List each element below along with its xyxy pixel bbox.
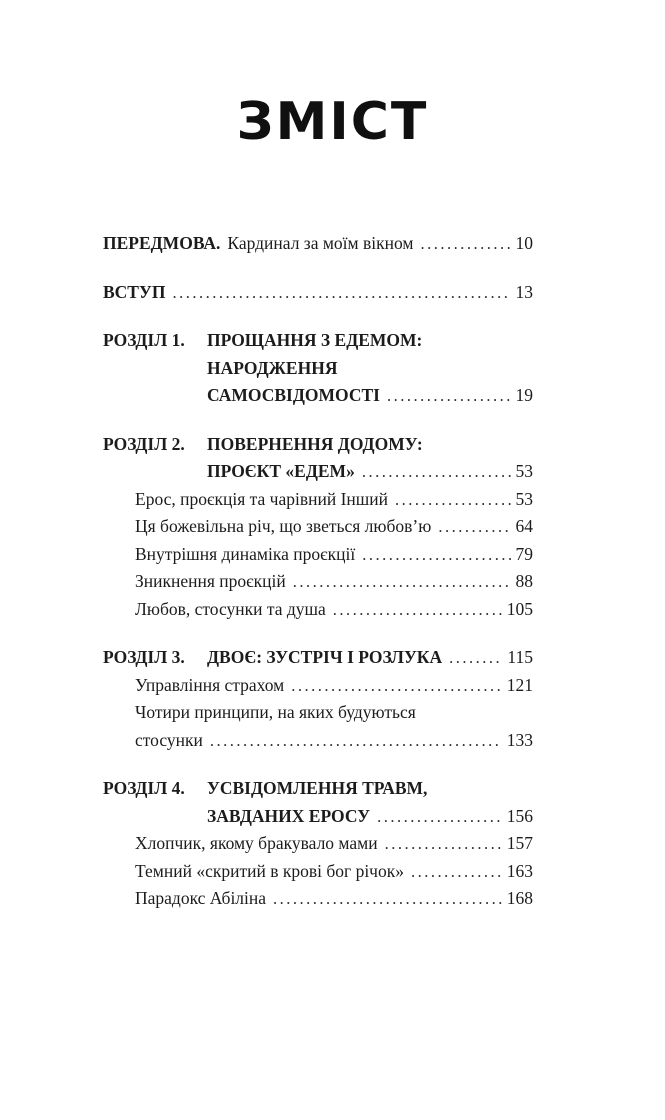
toc-subentry-continuation	[103, 727, 533, 755]
toc-subentry	[103, 672, 533, 700]
toc-line	[103, 230, 533, 258]
dot-leader	[411, 858, 502, 886]
entry-text: Внутрішня динаміка проєкції	[135, 543, 356, 564]
entry-text: Хлопчик, якому бракувало мами	[135, 833, 378, 853]
toc-line	[103, 327, 533, 355]
toc-entry-preface	[103, 230, 533, 258]
entry-title-line: НАРОДЖЕННЯ	[207, 357, 338, 378]
page-number: 156	[506, 805, 533, 826]
entry-text: Управління страхом	[135, 674, 285, 695]
entry-text: Темний «скритий в крові бог річок»	[135, 860, 404, 881]
dot-leader	[291, 672, 502, 700]
dot-leader	[420, 230, 510, 258]
entry-text: Ерос, проєкція та чарівний Інший	[135, 488, 388, 509]
page-number: 13	[515, 281, 533, 302]
toc-subentry	[103, 486, 533, 514]
entry-title-line: УСВІДОМЛЕННЯ ТРАВМ,	[207, 778, 428, 798]
toc-entry-chapter-3	[103, 644, 533, 754]
entry-title-line: ПОВЕРНЕННЯ ДОДОМУ:	[207, 433, 423, 454]
toc-subentry	[103, 513, 533, 541]
toc-subentry	[103, 541, 533, 569]
toc-subentry	[103, 568, 533, 596]
dot-leader	[438, 513, 510, 541]
entry-label: ВСТУП	[103, 281, 166, 302]
toc-entry-introduction	[103, 279, 533, 307]
dot-leader	[385, 830, 502, 858]
entry-title-line: ПРОЩАННЯ З ЕДЕМОМ:	[207, 330, 423, 350]
entry-text: стосунки	[135, 729, 203, 750]
toc-line	[103, 803, 533, 831]
toc-line	[103, 355, 533, 383]
page-number: 10	[515, 233, 533, 253]
page-title: ЗМІСТ	[236, 92, 429, 152]
toc-subentry	[103, 858, 533, 886]
entry-label: РОЗДІЛ 2.	[103, 433, 185, 454]
toc-line	[103, 382, 533, 410]
page-number: 79	[515, 543, 533, 564]
dot-leader	[210, 727, 502, 755]
dot-leader	[449, 644, 502, 672]
toc-subentry	[103, 596, 533, 624]
entry-text: Зникнення проєкцій	[135, 571, 286, 591]
entry-text: Чотири принципи, на яких будуються	[135, 702, 416, 722]
entry-label: РОЗДІЛ 1.	[103, 330, 185, 350]
toc-line	[103, 458, 533, 486]
toc-entry-chapter-2	[103, 431, 533, 624]
toc-line	[103, 644, 533, 672]
toc-line	[103, 775, 533, 803]
entry-title-line: ЗАВДАНИХ ЕРОСУ	[207, 805, 371, 826]
toc-line	[103, 279, 533, 307]
page-number: 88	[515, 571, 533, 591]
entry-title-line: ДВОЄ: ЗУСТРІЧ І РОЗЛУКА	[207, 647, 443, 667]
entry-text: Парадокс Абіліна	[135, 888, 267, 908]
page-number: 157	[506, 833, 533, 853]
dot-leader	[377, 803, 502, 831]
dot-leader	[362, 458, 511, 486]
dot-leader	[172, 279, 510, 307]
page-number: 53	[515, 461, 533, 481]
toc-entry-chapter-1	[103, 327, 533, 410]
entry-title-line: ПРОЄКТ «ЕДЕМ»	[207, 461, 355, 481]
page-number: 163	[506, 860, 533, 881]
page-number: 105	[506, 598, 533, 619]
toc-subentry	[103, 699, 533, 727]
page-number: 115	[507, 647, 533, 667]
dot-leader	[387, 382, 511, 410]
dot-leader	[395, 486, 511, 514]
dot-leader	[273, 885, 502, 913]
entry-title-line: САМОСВІДОМОСТІ	[207, 385, 380, 405]
dot-leader	[333, 596, 502, 624]
page-number: 53	[515, 488, 533, 509]
dot-leader	[362, 541, 510, 569]
page-number: 64	[515, 516, 533, 536]
entry-label: РОЗДІЛ 3.	[103, 647, 185, 667]
toc-subentry	[103, 830, 533, 858]
toc-subentry	[103, 885, 533, 913]
book-contents-page	[0, 92, 665, 1120]
page-number: 121	[506, 674, 533, 695]
page-number: 133	[506, 729, 533, 750]
entry-label: РОЗДІЛ 4.	[103, 778, 185, 798]
page-number: 19	[515, 385, 533, 405]
dot-leader	[293, 568, 511, 596]
entry-text: Любов, стосунки та душа	[135, 598, 326, 619]
toc-line	[103, 431, 533, 459]
entry-label: ПЕРЕДМОВА.	[103, 233, 221, 253]
table-of-contents	[0, 230, 665, 913]
toc-entry-chapter-4	[103, 775, 533, 913]
page-number: 168	[506, 888, 533, 908]
entry-text: Ця божевільна річ, що зветься любов’ю	[135, 516, 432, 536]
entry-text: Кардинал за моїм вікном	[227, 233, 414, 253]
